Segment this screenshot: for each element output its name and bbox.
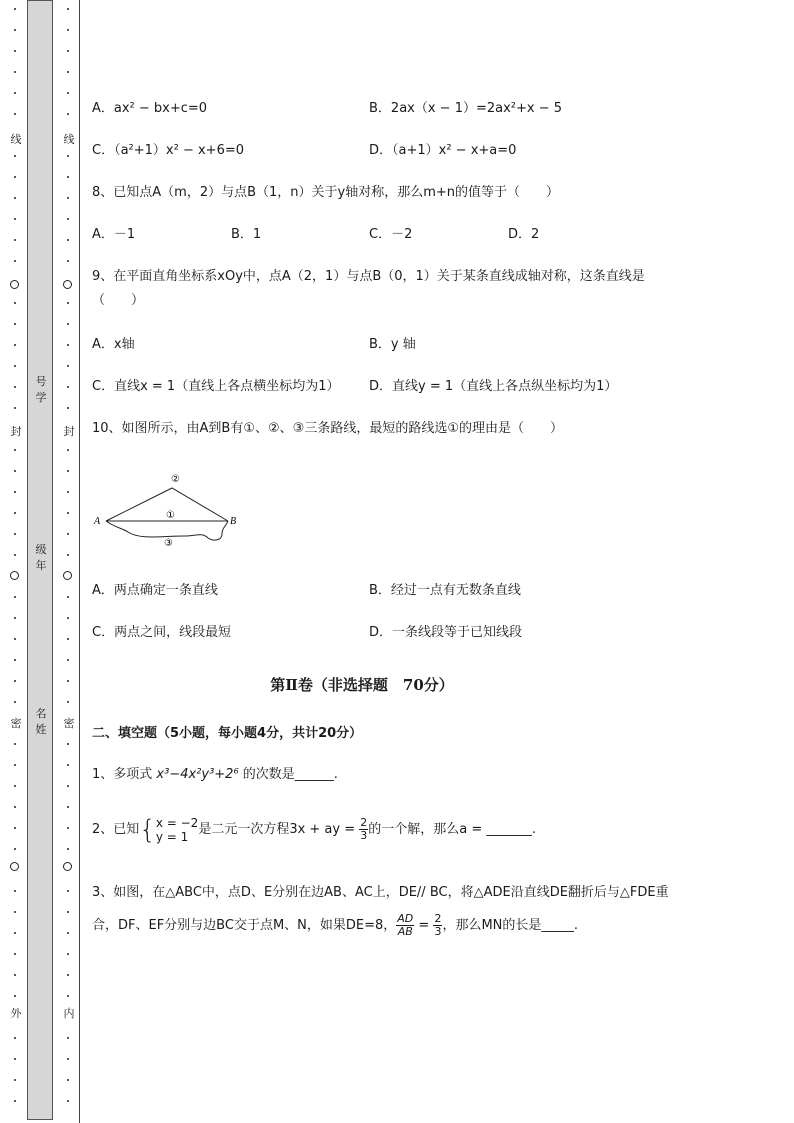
cut-line-dot: [67, 260, 69, 262]
q7-option-c: C．（a²+1）x² − x+6=0: [92, 143, 245, 158]
cut-line-dot: [14, 29, 16, 31]
q9-option-d: D．直线y = 1（直线上各点纵坐标均为1）: [369, 379, 618, 394]
seal-char-seal: 封: [10, 425, 22, 438]
cut-line-dot: [67, 1058, 69, 1060]
exam-content: [92, 0, 752, 1123]
cut-line-dot: [14, 449, 16, 451]
cut-line-dot: [14, 596, 16, 598]
cut-line-circle: [63, 571, 72, 580]
fill2-fraction: [359, 817, 368, 842]
cut-line-dot: [67, 911, 69, 913]
cut-line-dot: [67, 1100, 69, 1102]
right-dotted-cut-line: [62, 0, 74, 1123]
part2-title: 第Ⅱ卷（非选择题 70分）: [270, 676, 454, 694]
cut-line-dot: [14, 386, 16, 388]
cut-line-dot: [14, 848, 16, 850]
fill-question-1: [92, 766, 338, 784]
q10-option-b: B．经过一点有无数条直线: [369, 583, 521, 598]
cut-line-dot: [67, 449, 69, 451]
cut-line-dot: [14, 512, 16, 514]
cut-line-dot: [67, 407, 69, 409]
cut-line-dot: [67, 8, 69, 10]
cut-line-dot: [67, 50, 69, 52]
cut-line-dot: [14, 932, 16, 934]
cut-line-dot: [67, 659, 69, 661]
cut-line-dot: [14, 1037, 16, 1039]
cut-line-dot: [67, 29, 69, 31]
cut-line-dot: [67, 71, 69, 73]
q8-option-c: C．－2: [369, 227, 413, 242]
cut-line-dot: [14, 323, 16, 325]
seal-char-secret: 密: [63, 717, 75, 730]
cut-line-dot: [14, 995, 16, 997]
route3-label: ③: [164, 538, 173, 549]
cut-line-dot: [14, 365, 16, 367]
cut-line-dot: [14, 239, 16, 241]
cut-line-dot: [14, 974, 16, 976]
fill1-suffix: 的次数是______.: [238, 767, 338, 782]
point-b-label: B: [230, 516, 237, 527]
fill2-prefix: 2、已知: [92, 822, 140, 837]
field-label-number: 号学: [35, 375, 47, 404]
seal-char-inner: 内: [63, 1007, 75, 1020]
cut-line-circle: [63, 862, 72, 871]
cut-line-dot: [67, 827, 69, 829]
equation-system: [156, 816, 198, 844]
binding-margin: [0, 0, 84, 1123]
route1-label: ①: [166, 510, 175, 521]
cut-line-dot: [14, 176, 16, 178]
cut-line-circle: [10, 280, 19, 289]
q10-option-d: D．一条线段等于已知线段: [369, 625, 523, 640]
cut-line-dot: [67, 806, 69, 808]
cut-line-dot: [67, 701, 69, 703]
fraction-numerator: 2: [360, 816, 368, 829]
cut-line-dot: [14, 1100, 16, 1102]
cut-line-dot: [67, 386, 69, 388]
q9-option-b: B．y 轴: [369, 337, 416, 352]
fill3-fraction-ad-ab: [396, 913, 414, 938]
fill2-middle: 是二元一次方程3x + ay =: [198, 822, 360, 837]
cut-line-dot: [14, 302, 16, 304]
cut-line-dot: [14, 260, 16, 262]
equals-sign: =: [414, 918, 434, 933]
field-label-grade: 级年: [35, 543, 47, 572]
system-brace: {: [139, 814, 156, 845]
cut-line-dot: [14, 533, 16, 535]
cut-line-dot: [14, 407, 16, 409]
cut-line-dot: [67, 323, 69, 325]
cut-line-dot: [14, 218, 16, 220]
q9-option-a: A．x轴: [92, 337, 135, 352]
cut-line-dot: [67, 1079, 69, 1081]
cut-line-dot: [67, 344, 69, 346]
cut-line-dot: [67, 113, 69, 115]
cut-line-dot: [14, 617, 16, 619]
cut-line-dot: [67, 596, 69, 598]
fraction-numerator: 2: [434, 912, 442, 925]
cut-line-dot: [67, 512, 69, 514]
cut-line-dot: [67, 470, 69, 472]
cut-line-circle: [63, 280, 72, 289]
cut-line-dot: [67, 1037, 69, 1039]
cut-line-dot: [67, 638, 69, 640]
fill3-line1: 3、如图，在△ABC中，点D、E分别在边AB、AC上，DE// BC，将△ADE沿直线DE翻折后与△FDE重: [92, 885, 669, 900]
left-dotted-cut-line: [9, 0, 21, 1123]
cut-line-dot: [14, 554, 16, 556]
cut-line-dot: [14, 785, 16, 787]
cut-line-dot: [67, 953, 69, 955]
cut-line-dot: [67, 890, 69, 892]
cut-line-dot: [67, 197, 69, 199]
cut-line-dot: [67, 974, 69, 976]
section2-title: 二、填空题（5小题，每小题4分，共计20分）: [92, 726, 363, 741]
cut-line-dot: [14, 827, 16, 829]
cut-line-dot: [67, 932, 69, 934]
fill-question-2: [92, 814, 536, 846]
q10-option-a: A．两点确定一条直线: [92, 583, 218, 598]
cut-line-dot: [67, 995, 69, 997]
seal-char-seal: 封: [63, 425, 75, 438]
fill3-line2-prefix: 合，DF、EF分别与边BC交于点M、N，如果DE=8，: [92, 918, 397, 933]
cut-line-dot: [14, 71, 16, 73]
cut-line-dot: [14, 659, 16, 661]
cut-line-dot: [67, 155, 69, 157]
fill1-polynomial: x³−4x²y³+2⁶: [156, 767, 239, 782]
q10-option-c: C．两点之间，线段最短: [92, 625, 232, 640]
cut-line-dot: [14, 638, 16, 640]
cut-line-dot: [67, 365, 69, 367]
cut-line-dot: [14, 8, 16, 10]
fraction-numerator: AD: [397, 912, 414, 925]
cut-line-circle: [10, 571, 19, 580]
fill1-prefix: 1、多项式: [92, 767, 157, 782]
cut-line-dot: [67, 680, 69, 682]
cut-line-dot: [67, 785, 69, 787]
q8-option-a: A．－1: [92, 227, 136, 242]
cut-line-dot: [67, 764, 69, 766]
route2-label: ②: [171, 474, 180, 485]
cut-line-dot: [14, 911, 16, 913]
cut-line-dot: [67, 239, 69, 241]
cut-line-dot: [67, 92, 69, 94]
q9-stem-line1: 9、在平面直角坐标系xOy中，点A（2，1）与点B（0，1）关于某条直线成轴对称，这条直线是: [92, 269, 645, 284]
fraction-denominator: 3: [434, 925, 442, 938]
cut-line-dot: [67, 218, 69, 220]
cut-line-dot: [67, 302, 69, 304]
q8-stem: 8、已知点A（m，2）与点B（1，n）关于y轴对称，那么m+n的值等于（ ）: [92, 185, 560, 200]
cut-line-dot: [67, 743, 69, 745]
system-line-2: y = 1: [155, 829, 189, 844]
seal-char-secret: 密: [10, 717, 22, 730]
cut-line-dot: [14, 470, 16, 472]
field-label-name: 名姓: [35, 707, 47, 736]
q9-stem-line2: （ ）: [92, 293, 145, 308]
cut-line-dot: [67, 848, 69, 850]
point-a-label: A: [94, 516, 101, 527]
q8-option-b: B．1: [231, 227, 262, 242]
cut-line-dot: [14, 113, 16, 115]
seal-char-line: 线: [63, 133, 75, 146]
seal-char-line: 线: [10, 133, 22, 146]
cut-line-dot: [14, 491, 16, 493]
cut-line-circle: [10, 862, 19, 871]
fill3-line2: [92, 910, 578, 942]
q7-option-a: A．ax² − bx+c=0: [92, 101, 208, 116]
cut-line-dot: [14, 701, 16, 703]
cut-line-dot: [67, 176, 69, 178]
cut-line-dot: [14, 764, 16, 766]
cut-line-dot: [14, 743, 16, 745]
q7-option-b: B．2ax（x − 1）=2ax²+x − 5: [369, 101, 563, 116]
cut-line-dot: [14, 344, 16, 346]
fraction-denominator: AB: [397, 925, 413, 938]
q8-option-d: D．2: [508, 227, 540, 242]
margin-border-line: [79, 0, 80, 1123]
seal-char-outer: 外: [10, 1007, 22, 1020]
cut-line-dot: [14, 1079, 16, 1081]
cut-line-dot: [14, 197, 16, 199]
q10-stem: 10、如图所示，由A到B有①、②、③三条路线，最短的路线选①的理由是（ ）: [92, 421, 563, 436]
system-line-1: x = −2: [155, 815, 199, 830]
fraction-denominator: 3: [360, 829, 368, 842]
cut-line-dot: [67, 533, 69, 535]
q9-option-c: C．直线x = 1（直线上各点横坐标均为1）: [92, 379, 340, 394]
cut-line-dot: [67, 491, 69, 493]
cut-line-dot: [14, 50, 16, 52]
cut-line-dot: [67, 617, 69, 619]
cut-line-dot: [14, 1058, 16, 1060]
cut-line-dot: [14, 806, 16, 808]
cut-line-dot: [14, 890, 16, 892]
cut-line-dot: [14, 680, 16, 682]
fill2-suffix: 的一个解，那么a = _______.: [368, 822, 537, 837]
fill3-line2-suffix: ，那么MN的长是_____.: [442, 918, 579, 933]
cut-line-dot: [14, 953, 16, 955]
cut-line-dot: [67, 554, 69, 556]
q10-route-figure: [92, 466, 252, 556]
cut-line-dot: [14, 92, 16, 94]
cut-line-dot: [14, 155, 16, 157]
q7-option-d: D．（a+1）x² − x+a=0: [369, 143, 517, 158]
